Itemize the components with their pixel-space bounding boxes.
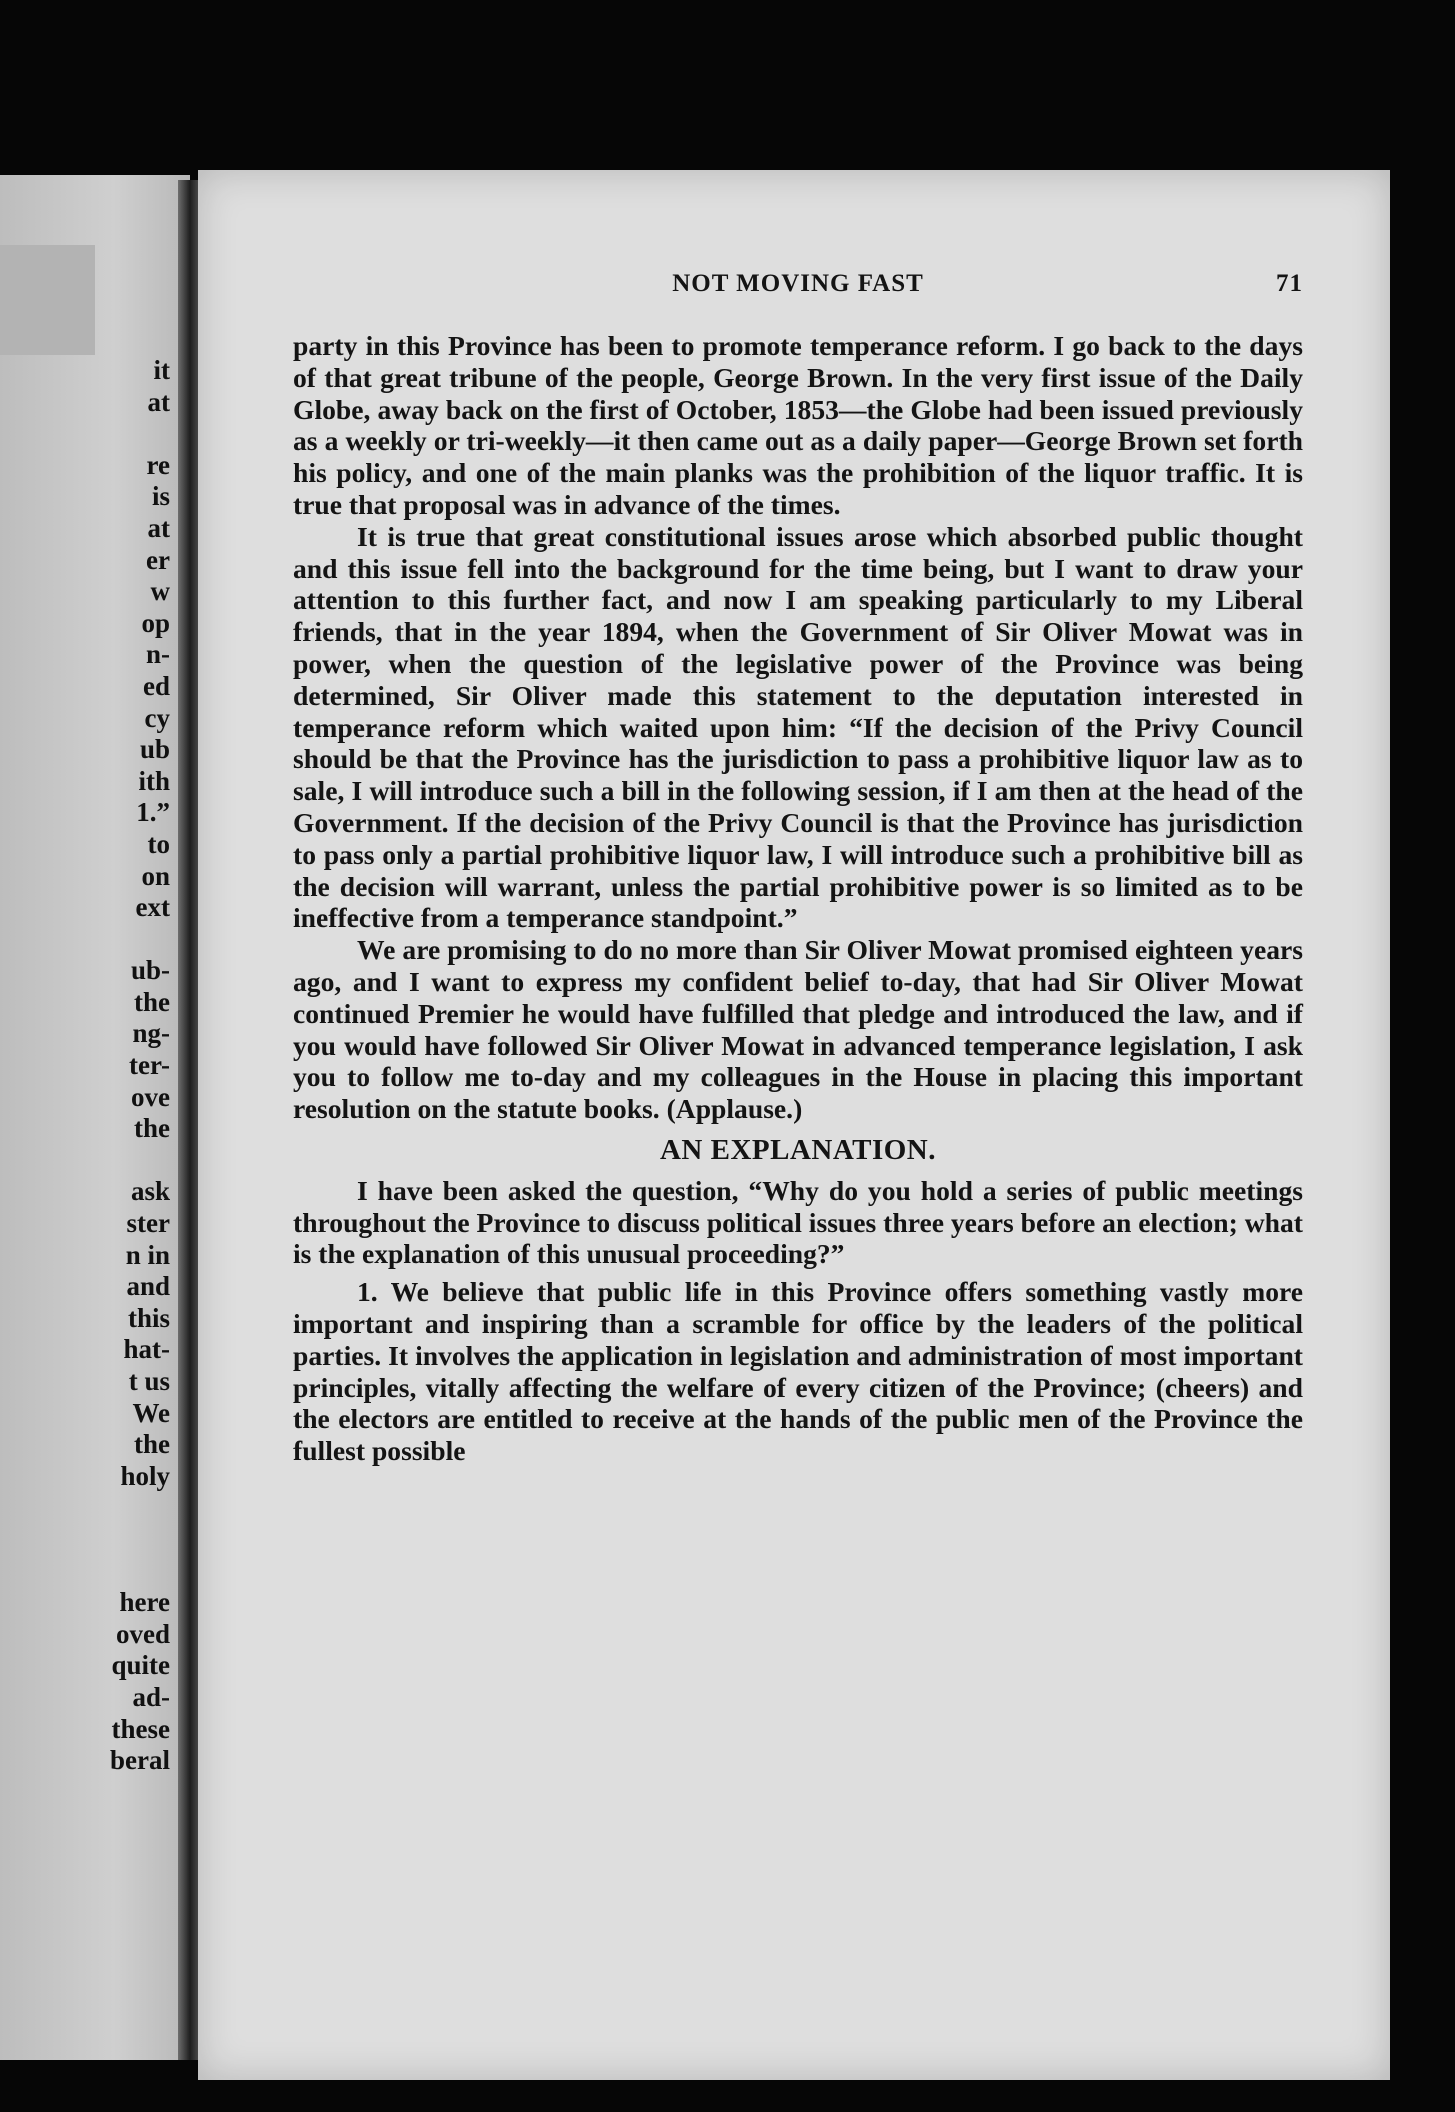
paragraph-1: party in this Province has been to promote temperance reform. I go back to the days of that great tribune of the people, George Brown. In the very first issue of the Daily Globe, away back on the first of October, 1853—the Globe had been issued previously as a weekly or tri-weekly—it then came out as a daily paper—George Brown set forth his policy, and one of the main planks was the prohibition of the liquor traffic. It is true that proposal was in advance of the times. <box>293 330 1303 520</box>
left-page-fragment <box>0 418 170 450</box>
left-page-fragment: er <box>146 544 170 575</box>
left-page-fragment: at <box>147 386 170 417</box>
left-page-fragment <box>0 1524 170 1556</box>
left-page-fragment: on <box>141 860 170 891</box>
running-head <box>293 270 1303 306</box>
left-page-fragment: and <box>126 1271 170 1302</box>
left-page-fragment: here <box>119 1587 170 1618</box>
left-page-fragment: ad- <box>132 1681 170 1712</box>
previous-page-text-fragments <box>0 355 170 1777</box>
left-page-fragment: to <box>147 828 170 859</box>
left-page-fragment: ext <box>135 892 170 923</box>
running-title: NOT MOVING FAST <box>672 270 924 297</box>
left-page-fragment <box>0 1145 170 1177</box>
left-page-fragment: hat- <box>123 1334 170 1365</box>
page-tab <box>0 245 95 355</box>
section-paragraph-1: I have been asked the question, “Why do you hold a series of public meetings throughout the Province to discuss political issues three years before an election; what is the explanation of this unusual proceeding?” <box>293 1174 1303 1270</box>
left-page-fragment: ask <box>130 1176 170 1207</box>
paragraph-3: We are promising to do no more than Sir Oliver Mowat promised eighteen years ago, and I want to express my confident belief to-day, that had Sir Oliver Mowat continued Premier he would have fulfilled that pledge and introduced the law, and if you would have followed Sir Oliver Mowat in advanced temperance legislation, I ask you to follow me to-day and my colleagues in the House in placing this important resolution on the statute books. (Applause.) <box>293 934 1303 1125</box>
left-page-fragment: n in <box>125 1239 170 1270</box>
book-page <box>198 170 1390 2080</box>
left-page-fragment: beral <box>110 1745 170 1776</box>
section-paragraph-2: 1. We believe that public life in this Province offers something vastly more important and inspiring than a scramble for office by the leaders of the political parties. It involves the application in legislation and administration of most important principles, vitally affecting the welfare of every citizen of the Province; (cheers) and the electors are entitled to receive at the hands of the public men of the Province the fullest possible <box>293 1276 1303 1467</box>
left-page-fragment: re <box>146 449 170 480</box>
left-page-fragment: ove <box>131 1081 170 1112</box>
left-page-fragment: oved <box>116 1618 170 1649</box>
left-page-fragment: ub <box>139 734 170 765</box>
left-page-fragment: 1.” <box>136 797 170 828</box>
left-page-fragment: cy <box>144 702 170 733</box>
left-page-fragment: We <box>132 1397 170 1428</box>
left-page-fragment: the <box>134 986 170 1017</box>
left-page-fragment: the <box>134 1429 170 1460</box>
left-page-fragment: w <box>150 576 170 607</box>
left-page-fragment: ed <box>143 670 170 701</box>
left-page-fragment: ster <box>126 1208 170 1239</box>
left-page-fragment: it <box>153 355 170 385</box>
left-page-fragment <box>0 924 170 956</box>
left-page-fragment: these <box>111 1713 170 1744</box>
paragraph-2: It is true that great constitutional issues arose which absorbed public thought and this issue fell into the background for the time being, but I want to draw your attention to this further fact, and now I am speaking particularly to my Liberal friends, that in the year 1894, when the Government of Sir Oliver Mowat was in power, when the question of the legislative power of the Province was being determined, Sir Oliver made this statement to the deputation interested in temperance reform which waited upon him: “If the decision of the Privy Council should be that the Province has the jurisdiction to pass a prohibitive liquor law as to sale, I will introduce such a bill in the following session, if I am then at the head of the Government. If the decision of the Privy Council is that the Province has jurisdiction to pass only a partial prohibitive liquor law, I will introduce such a prohibitive bill as the decision will warrant, unless the partial prohibitive power is so limited as to be ineffective from a temperance standpoint.” <box>293 520 1303 934</box>
left-page-fragment <box>0 1556 170 1588</box>
left-page-fragment: ng- <box>132 1018 170 1049</box>
left-page-fragment: holy <box>120 1460 170 1491</box>
body-text <box>293 330 1303 1467</box>
left-page-fragment: the <box>134 1113 170 1144</box>
page-number: 71 <box>1276 270 1303 297</box>
left-page-fragment: quite <box>111 1650 170 1681</box>
previous-page-margin <box>0 175 190 2060</box>
left-page-fragment: ub- <box>130 955 170 986</box>
left-page-fragment: op <box>141 607 170 638</box>
left-page-fragment: ith <box>138 765 170 796</box>
left-page-fragment: this <box>127 1302 170 1333</box>
left-page-fragment: is <box>151 481 170 512</box>
left-page-fragment: at <box>147 512 170 543</box>
left-page-fragment <box>0 1492 170 1524</box>
section-heading: AN EXPLANATION. <box>659 1133 937 1166</box>
left-page-fragment: ter- <box>129 1050 170 1081</box>
left-page-fragment: n- <box>145 639 170 670</box>
left-page-fragment: t us <box>128 1366 170 1396</box>
